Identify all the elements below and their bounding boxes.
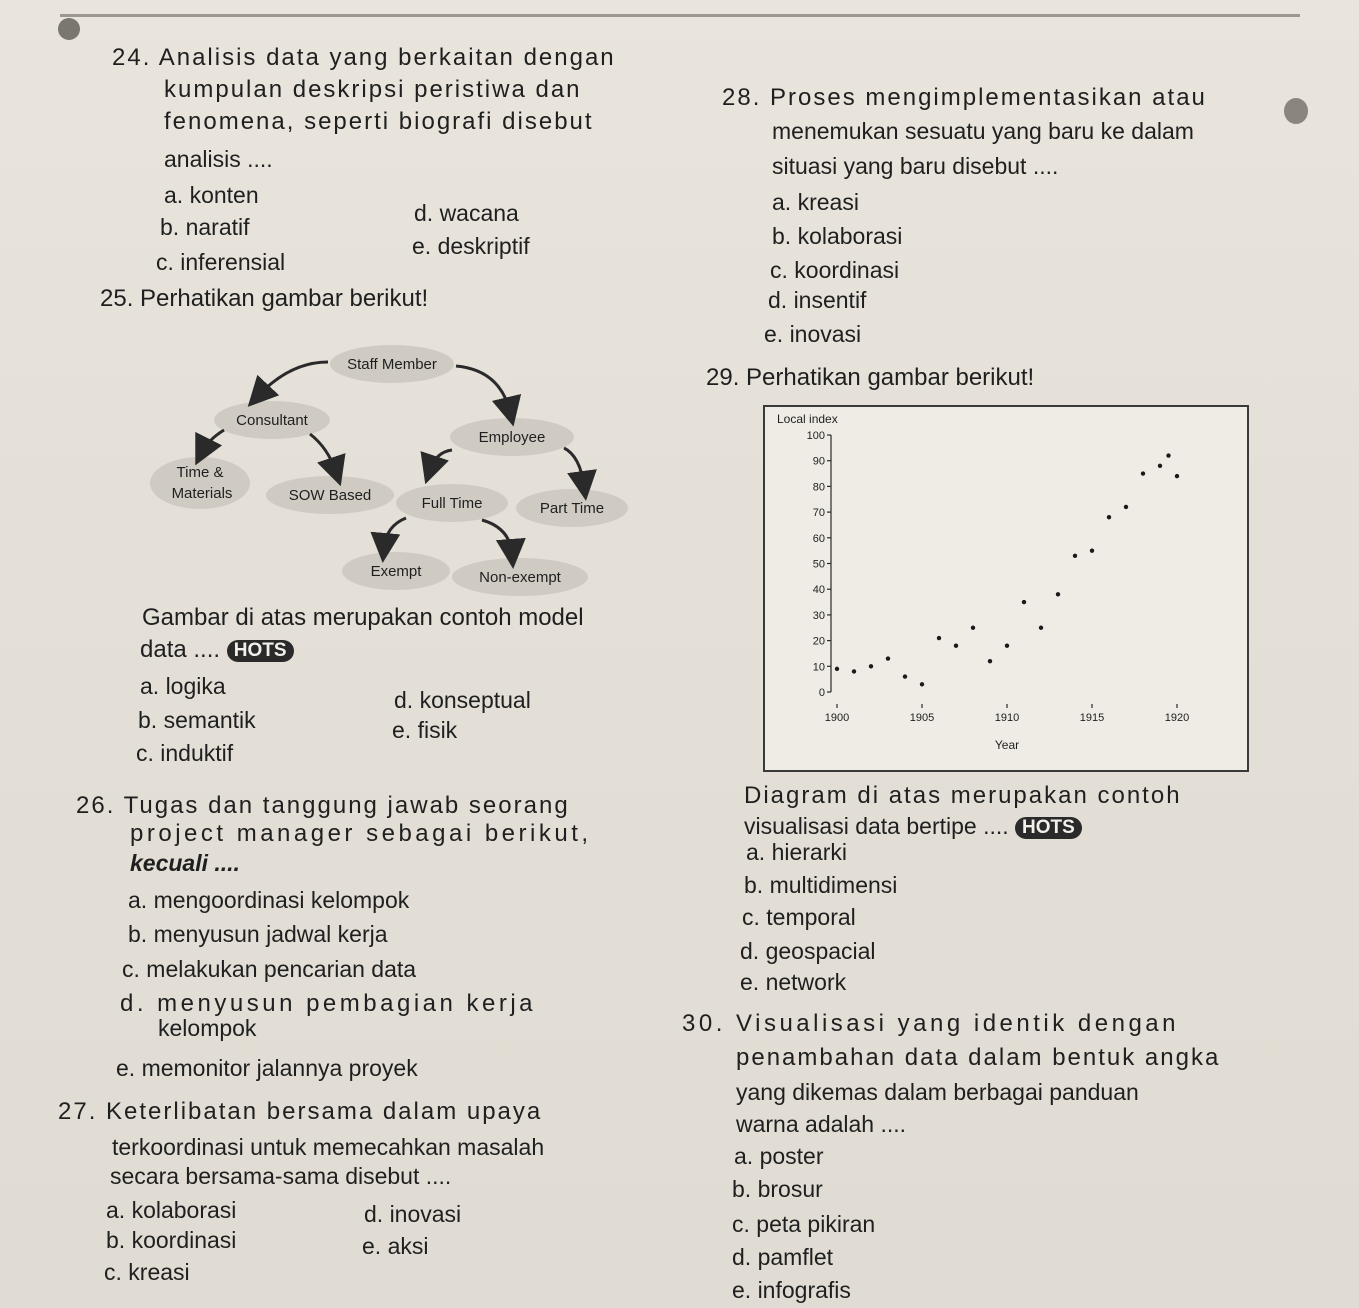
y-tick-label: 80 [812,481,825,494]
scatter-point [903,674,907,678]
edge-consultant-time [202,430,224,452]
q24-line4: analisis .... [164,146,273,172]
q27-option-d: d. inovasi [364,1201,462,1227]
y-tick-label: 0 [818,687,825,699]
label-materials: Materials [171,485,233,502]
scatter-point [988,659,992,663]
scatter-points [835,453,1179,686]
q28-line1: 28. Proses mengimplementasikan atau [722,84,1207,111]
scatter-point [1141,471,1145,475]
label-employee: Employee [478,429,546,446]
q30-line2: penambahan data dalam bentuk angka [736,1044,1221,1071]
q26-line1: 26. Tugas dan tanggung jawab seorang [76,792,570,819]
y-tick-label: 30 [812,609,825,622]
y-tick-label: 10 [812,661,825,674]
x-tick-label: 1905 [909,712,935,724]
q29-option-c: c. temporal [742,904,856,930]
scatter-point [920,682,924,686]
q27-line1: 27. Keterlibatan bersama dalam upaya [58,1098,543,1125]
q27-option-e: e. aksi [362,1233,429,1259]
x-axis-label: Year [994,738,1020,752]
x-tick-label: 1900 [824,712,850,724]
y-tick-label: 40 [812,584,825,597]
q24-option-c: c. inferensial [156,249,286,275]
q29-stem2: visualisasi data bertipe .... [744,813,1009,839]
binder-hole [58,18,80,40]
q29-option-b: b. multidimensi [744,872,898,898]
q24-option-e: e. deskriptif [412,233,530,259]
q25-option-a: a. logika [140,673,226,699]
scatter-point [1124,505,1128,509]
q25-intro: 25. Perhatikan gambar berikut! [100,285,429,312]
q25-option-e: e. fisik [392,717,458,743]
q26-option-a: a. mengoordinasi kelompok [128,887,410,913]
q28-option-e: e. inovasi [764,321,862,347]
q28-option-a: a. kreasi [772,189,859,215]
y-tick-label: 70 [812,507,825,520]
q25-option-b: b. semantik [138,707,256,733]
page-top-rule [60,14,1300,17]
q24-option-b: b. naratif [160,214,250,240]
y-tick-label: 90 [812,455,825,468]
label-full-time: Full Time [421,495,483,512]
scatter-point [869,664,873,668]
scatter-point [954,644,958,648]
q30-line1: 30. Visualisasi yang identik dengan [682,1010,1179,1037]
q29-stem2-wrap [744,812,1082,840]
x-tick-label: 1915 [1079,712,1105,724]
scatter-point [1090,548,1094,552]
q29-option-e: e. network [740,969,847,995]
q27-line3: secara bersama-sama disebut .... [110,1163,452,1189]
q29-stem1: Diagram di atas merupakan contoh [744,782,1182,809]
data-model-diagram [140,340,660,610]
edge-employee-fulltime [430,450,452,470]
label-part-time: Part Time [539,500,605,517]
y-tick-label: 100 [806,430,825,442]
y-tick-label: 20 [812,635,825,648]
label-time: Time & [176,464,224,481]
scatter-chart-frame [763,405,1249,772]
x-tick-label: 1920 [1164,712,1190,724]
scatter-point [937,636,941,640]
q28-option-b: b. kolaborasi [772,223,903,249]
y-tick-label: 60 [812,532,825,545]
scatter-point [1107,515,1111,519]
scatter-point [1039,626,1043,630]
scatter-point [1158,464,1162,468]
q30-option-b: b. brosur [732,1176,823,1202]
q25-option-c: c. induktif [136,740,234,766]
q25-stem2: data .... [140,636,221,663]
scatter-point [852,669,856,673]
edge-employee-parttime [564,448,584,486]
q24-option-d: d. wacana [414,200,519,226]
scatter-point [1056,592,1060,596]
q25-stem1: Gambar di atas merupakan contoh model [142,604,584,631]
q29-option-a: a. hierarki [746,839,847,865]
scatter-point [971,626,975,630]
label-consultant: Consultant [236,412,308,429]
edge-staff-employee [456,366,510,412]
scatter-point [1022,600,1026,604]
binder-hole-right [1284,98,1308,124]
q25-stem2-wrap [140,636,294,664]
q30-line3: yang dikemas dalam berbagai panduan [736,1079,1139,1105]
edge-consultant-sow [310,434,336,472]
q26-option-e: e. memonitor jalannya proyek [116,1055,418,1081]
q24-option-a: a. konten [164,182,259,208]
q29-intro: 29. Perhatikan gambar berikut! [706,364,1035,391]
q24-line3: fenomena, seperti biografi disebut [164,108,594,135]
q24-line1: 24. Analisis data yang berkaitan dengan [112,44,616,71]
x-tick-labels [825,704,1189,724]
scatter-chart [765,407,1247,770]
scatter-point [1073,554,1077,558]
edge-fulltime-nonexempt [482,520,512,554]
q24-line2: kumpulan deskripsi peristiwa dan [164,76,582,103]
q26-option-d2: kelompok [158,1015,257,1041]
q26-option-c: c. melakukan pencarian data [122,956,417,982]
q29-hots-badge: HOTS [1015,817,1082,839]
q30-option-a: a. poster [734,1143,824,1169]
y-tick-labels [807,430,831,699]
label-staff-member: Staff Member [347,356,437,373]
scatter-point [1175,474,1179,478]
q26-line3: kecuali .... [130,850,240,876]
x-tick-label: 1910 [994,712,1020,724]
q29-option-d: d. geospacial [740,938,876,964]
q30-option-e: e. infografis [732,1277,851,1303]
q28-option-c: c. koordinasi [770,257,900,283]
q30-option-d: d. pamflet [732,1244,833,1270]
label-non-exempt: Non-exempt [479,569,561,586]
scatter-point [886,656,890,660]
q26-option-d1: d. menyusun pembagian kerja [120,990,537,1017]
q27-option-c: c. kreasi [104,1259,190,1285]
q28-option-d: d. insentif [768,287,867,313]
q26-line2: project manager sebagai berikut, [130,820,592,847]
label-exempt: Exempt [370,563,422,580]
q30-line4: warna adalah .... [736,1111,907,1137]
edge-fulltime-exempt [384,518,406,548]
y-tick-label: 50 [812,558,825,571]
scatter-point [1166,453,1170,457]
q25-option-d: d. konseptual [394,687,531,713]
q30-option-c: c. peta pikiran [732,1211,876,1237]
q26-option-b: b. menyusun jadwal kerja [128,921,388,947]
q27-option-a: a. kolaborasi [106,1197,237,1223]
label-sow-based: SOW Based [288,487,372,504]
scatter-point [1005,644,1009,648]
scatter-point [835,667,839,671]
y-axis-label: Local index [777,412,838,426]
q25-hots-badge: HOTS [227,640,294,662]
q28-line2: menemukan sesuatu yang baru ke dalam [772,118,1194,144]
q28-line3: situasi yang baru disebut .... [772,153,1059,179]
q27-option-b: b. koordinasi [106,1227,237,1253]
q27-line2: terkoordinasi untuk memecahkan masalah [112,1134,545,1160]
edge-staff-consultant [258,362,328,396]
